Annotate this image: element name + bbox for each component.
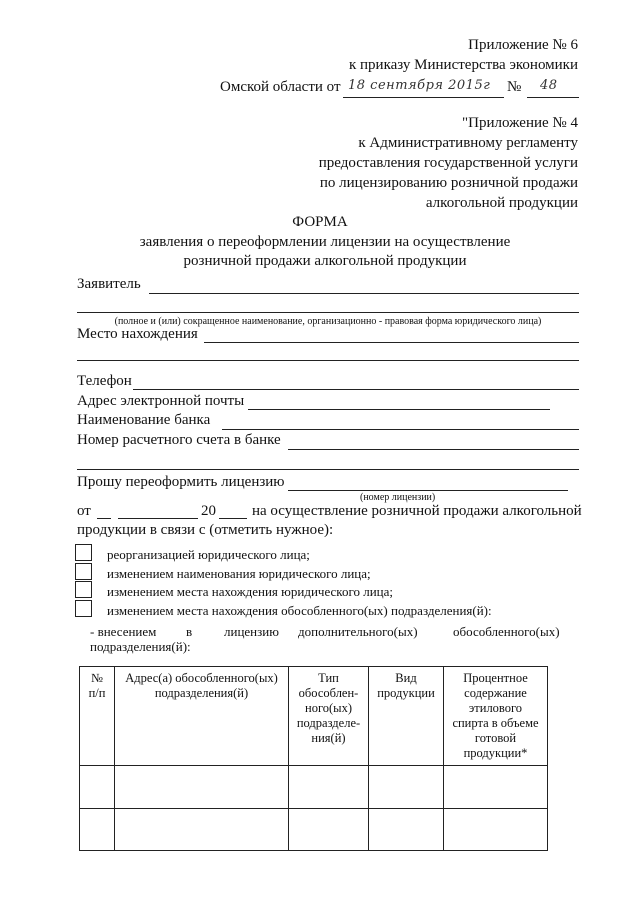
date-underline (343, 97, 504, 98)
reason-prompt: продукции в связи с (отметить нужное): (77, 522, 334, 538)
month-input-line[interactable] (118, 518, 198, 519)
form-title: ФОРМА (292, 214, 348, 230)
phone-label: Телефон (77, 373, 132, 389)
table-cell[interactable] (289, 809, 369, 851)
bank-input-line[interactable] (222, 429, 579, 430)
col-product-header: Вид продукции (369, 667, 444, 766)
form-subtitle-2: розничной продажи алкогольной продукции (183, 253, 467, 269)
appendix-service: предоставления государственной услуги (318, 155, 578, 171)
subdivisions-table (79, 666, 548, 851)
option-checkbox-1[interactable] (75, 544, 92, 561)
subitem-line-2: подразделения(й): (90, 639, 191, 654)
subitem-word-5: обособленного(ых) (453, 624, 560, 639)
option-checkbox-4[interactable] (75, 600, 92, 617)
reissue-label: Прошу переоформить лицензию (77, 474, 285, 490)
appendix-regulation: к Административному регламенту (358, 135, 578, 151)
bank-label: Наименование банка (77, 412, 211, 428)
option-label-2: изменением наименования юридического лица; (107, 566, 371, 581)
applicant-input-line-2[interactable] (77, 312, 579, 313)
subitem-word-1: - внесением (90, 624, 157, 639)
table-cell[interactable] (444, 809, 548, 851)
subitem-word-3: лицензию (224, 624, 279, 639)
col-number-header: № п/п (80, 667, 115, 766)
appendix-number: "Приложение № 4 (462, 115, 578, 131)
table-row[interactable] (80, 809, 548, 851)
table-cell[interactable] (444, 766, 548, 809)
table-cell[interactable] (369, 766, 444, 809)
col-alcohol-header: Процентное содержание этилового спирта в объеме готовой продукции* (444, 667, 548, 766)
table-header-row (80, 667, 548, 766)
date-handwritten: 18 сентября 2015г (348, 78, 491, 93)
col-type-header: Тип обособлен- ного(ых) подразделе- ния(й) (289, 667, 369, 766)
day-input-line[interactable] (97, 518, 111, 519)
account-input-line[interactable] (288, 449, 579, 450)
form-subtitle-1: заявления о переоформлении лицензии на осуществление (139, 234, 511, 250)
year-input-line[interactable] (219, 518, 247, 519)
subitem-word-2: в (186, 624, 193, 639)
appendix-licensing: по лицензированию розничной продажи (319, 175, 578, 191)
applicant-label: Заявитель (77, 276, 141, 292)
email-label: Адрес электронной почты (77, 393, 245, 409)
purpose-text: на осуществление розничной продажи алкогольной (252, 503, 582, 519)
table-cell[interactable] (289, 766, 369, 809)
col-address-header: Адрес(а) обособленного(ых) подразделения(й) (115, 667, 289, 766)
table-cell[interactable] (80, 766, 115, 809)
number-handwritten: 48 (540, 78, 558, 93)
license-number-input-line[interactable] (288, 490, 568, 491)
applicant-hint: (полное и (или) сокращенное наименование, организационно - правовая форма юридического лица) (114, 316, 542, 327)
header-order-ref: к приказу Министерства экономики (348, 57, 578, 73)
from-label: от (77, 503, 91, 519)
table-cell[interactable] (369, 809, 444, 851)
year-prefix: 20 (201, 503, 216, 519)
subitem-word-4: дополнительного(ых) (298, 624, 418, 639)
option-checkbox-3[interactable] (75, 581, 92, 598)
header-region-date-label: Омской области от (220, 79, 341, 95)
email-input-line[interactable] (248, 409, 550, 410)
account-label: Номер расчетного счета в банке (77, 432, 281, 448)
header-attachment-number: Приложение № 6 (468, 37, 578, 53)
phone-input-line[interactable] (133, 389, 579, 390)
location-label: Место нахождения (77, 326, 198, 342)
appendix-alcohol: алкогольной продукции (425, 195, 578, 211)
location-input-line-2[interactable] (77, 360, 579, 361)
table-cell[interactable] (115, 809, 289, 851)
table-row[interactable] (80, 766, 548, 809)
option-label-4: изменением места нахождения обособленного(ых) подразделения(й): (107, 603, 492, 618)
option-label-1: реорганизацией юридического лица; (107, 547, 310, 562)
number-underline (527, 97, 579, 98)
location-input-line[interactable] (204, 342, 579, 343)
license-number-hint: (номер лицензии) (360, 492, 436, 503)
option-label-3: изменением места нахождения юридического лица; (107, 584, 393, 599)
option-checkbox-2[interactable] (75, 563, 92, 580)
table-cell[interactable] (115, 766, 289, 809)
applicant-input-line[interactable] (149, 293, 579, 294)
account-input-line-2[interactable] (77, 469, 579, 470)
table-cell[interactable] (80, 809, 115, 851)
number-label: № (507, 79, 522, 95)
